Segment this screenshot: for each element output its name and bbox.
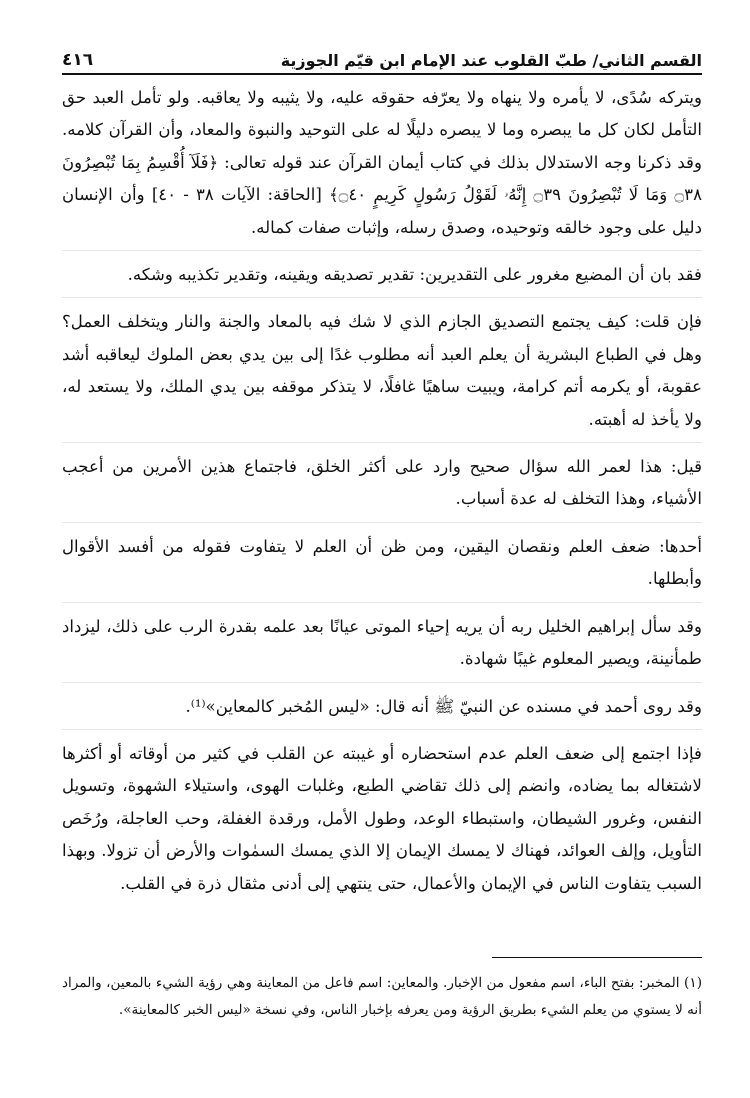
paragraph: فإذا اجتمع إلى ضعف العلم عدم استحضاره أو غيبته عن القلب في كثير من أوقاته أو أكثرها لاشتغاله بما يضاده، وانضم إلى ذلك تقاضي الطبع، وغلبات الهوى، واستيلاء الشهوة، وتسويل النفس، وغرور الشيطان، واستبطاء الوعد، وطول الأمل، ورقدة الغفلة، وحب العاجلة، ورُخَص التأويل، وإلف العوائد، فهناك لا يمسك الإيمان إلا الذي يمسك السمٰوات والأرض أن تزولا. وبهذا السبب يتفاوت الناس في الإيمان والأعمال، حتى ينتهي إلى أدنى مثقال ذرة في القلب. [62, 743, 702, 893]
paragraph: فقد بان أن المضيع مغرور على التقديرين: تقدير تصديقه ويقينه، وتقدير تكذيبه وشكه. [62, 259, 702, 298]
page-number: ٤١٦ [62, 50, 94, 70]
footnotes [62, 970, 702, 1023]
paragraph: أحدها: ضعف العلم ونقصان اليقين، ومن ظن أن العلم لا يتفاوت فقوله من أفسد الأقوال وأبطلها. [62, 531, 702, 603]
footnote: (١) المخبر: بفتح الباء، اسم مفعول من الإخبار. والمعاين: اسم فاعل من المعاينة وهي رؤية الشيء بالمعين، والمراد أنه لا يستوي من يعلم الشيء بطريق الرؤية ومن يعرفه بإخبار الناس، وفي نسخة «ليس الخبر كالمعاينة». [62, 975, 702, 1018]
paragraph: وقد روى أحمد في مسنده عن النبيّ ﷺ أنه قال: «ليس المُخبر كالمعاين»⁽¹⁾. [62, 691, 702, 730]
main-text [62, 82, 702, 914]
paragraph: فإن قلت: كيف يجتمع التصديق الجازم الذي لا شك فيه بالمعاد والجنة والنار ويتخلف العمل؟ وهل في الطباع البشرية أن يعلم العبد أنه مطلوب غدًا إلى بين يدي بعض الملوك ليعاقبه أشد عقوبة، أو يكرمه أتم كرامة، ويبيت ساهيًا غافلًا، لا يتذكر موقفه بين يدي الملك، ولا يستعد له، ولا يأخذ له أهبته. [62, 306, 702, 443]
paragraph: وقد سأل إبراهيم الخليل ربه أن يريه إحياء الموتى عيانًا بعد علمه بقدرة الرب على ذلك، ليزداد طمأنينة، ويصير المعلوم غيبًا شهادة. [62, 611, 702, 683]
running-header [62, 40, 702, 70]
paragraph: ويتركه سُدًى، لا يأمره ولا ينهاه ولا يعرّفه حقوقه عليه، ولا يثيبه ولا يعاقبه. ولو تأمل العبد حق التأمل لكان كل ما يبصره وما لا يبصره دليلًا له على التوحيد والنبوة والمعاد، وأن القرآن كلامه. وقد ذكرنا وجه الاستدلال بذلك في كتاب أيمان القرآن عند قوله تعالى: ﴿فَلَآ أُقْسِمُ بِمَا تُبْصِرُونَ ۝٣٨ وَمَا لَا تُبْصِرُونَ ۝٣٩ إِنَّهُۥ لَقَوْلُ رَسُولٍ كَرِيمٍ ۝٤٠﴾ [الحاقة: الآيات ٣٨ - ٤٠] وأن الإنسان دليل على وجود خالقه وتوحيده، وصدق رسله، وإثبات صفات كماله. [62, 82, 702, 251]
header-rule [62, 73, 702, 75]
book-page [62, 0, 702, 1098]
header-title: القسم الثاني/ طبّ القلوب عند الإمام ابن قيّم الجوزية [280, 51, 702, 70]
paragraph: قيل: هذا لعمر الله سؤال صحيح وارد على أكثر الخلق، فاجتماع هذين الأمرين من أعجب الأشياء، وهذا التخلف له عدة أسباب. [62, 451, 702, 523]
footnote-rule [492, 957, 702, 958]
